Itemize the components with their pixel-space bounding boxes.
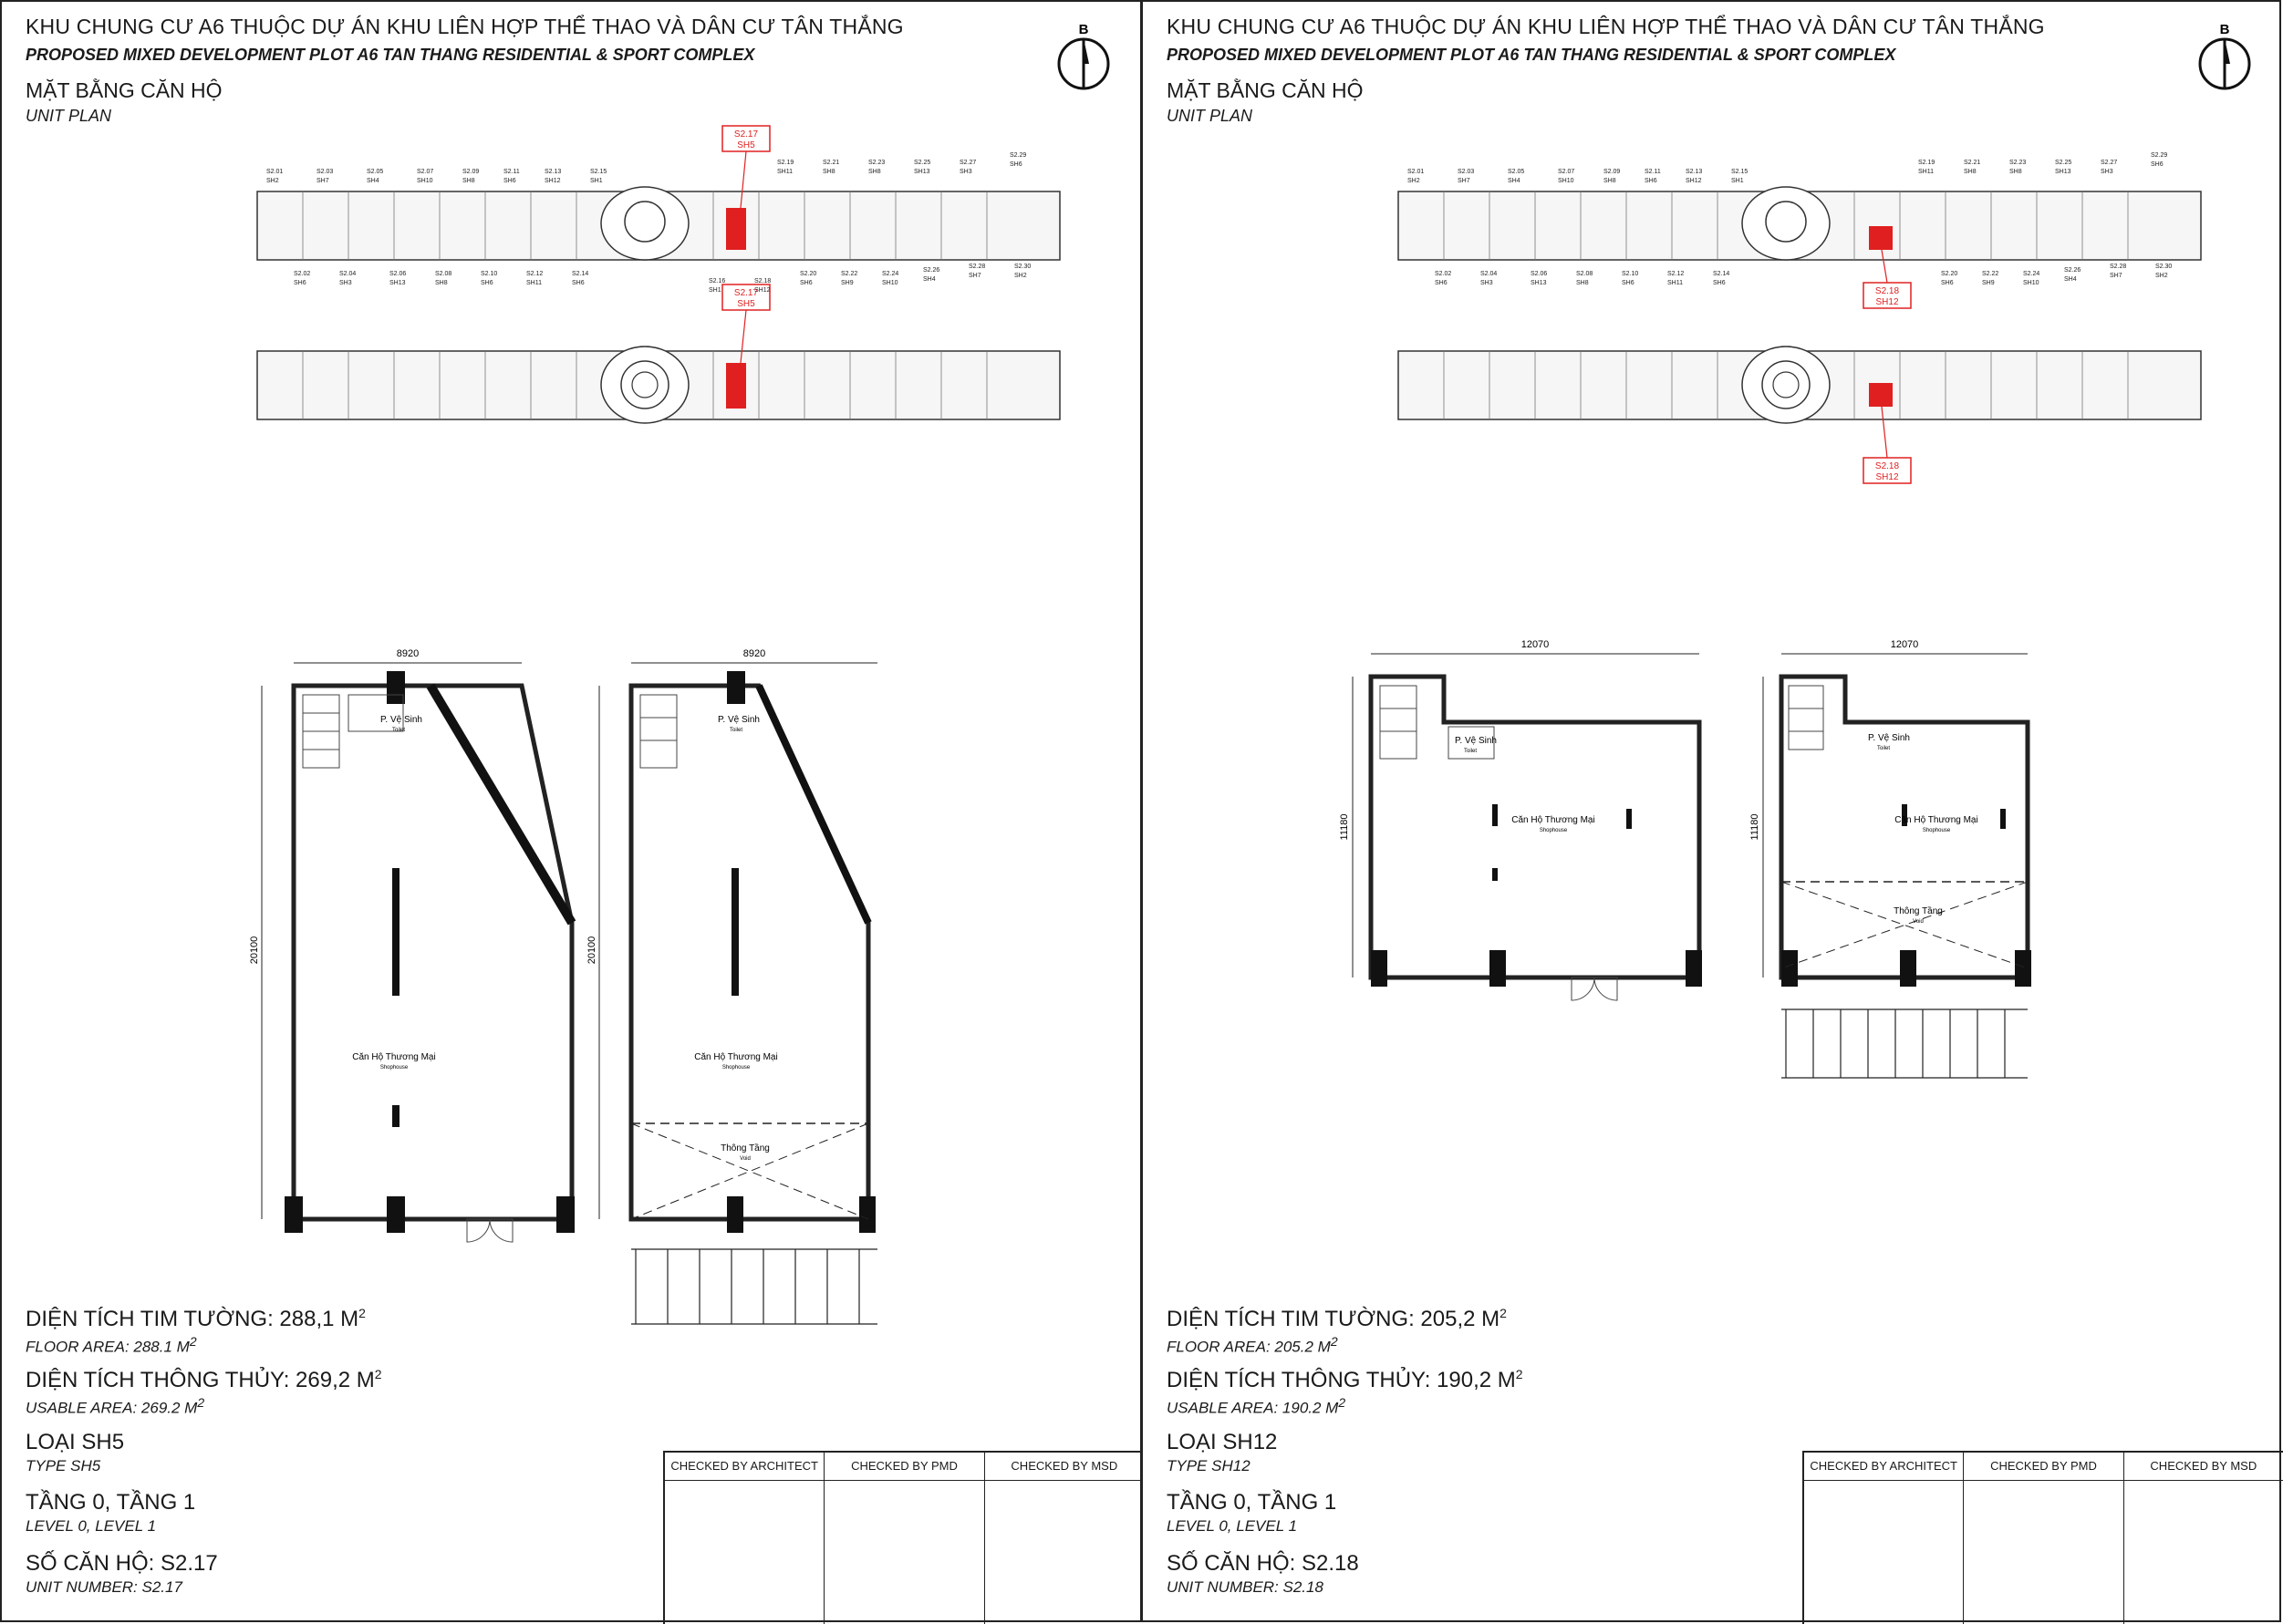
svg-text:S2.01: S2.01 [266, 169, 284, 175]
svg-text:SH2: SH2 [1407, 178, 1420, 184]
sheet-unit-s2-17 [0, 0, 1142, 1622]
svg-text:Toilet: Toilet [392, 728, 406, 733]
plan-heading-vn: MẶT BẰNG CĂN HỘ [26, 78, 223, 102]
svg-text:11180: 11180 [1749, 813, 1760, 841]
floor-area: DIỆN TÍCH TIM TƯỜNG: 288,1 $M^2$ FLOOR AREA: 288.1 $M^2$ [26, 1306, 366, 1356]
svg-text:S2.04: S2.04 [1480, 271, 1498, 277]
svg-text:SH6: SH6 [1435, 280, 1448, 286]
svg-text:SH9: SH9 [1982, 280, 1995, 286]
svg-text:SH8: SH8 [823, 169, 835, 175]
svg-text:B: B [1078, 22, 1089, 37]
svg-text:SH8: SH8 [868, 169, 881, 175]
svg-text:S2.26: S2.26 [923, 267, 940, 274]
svg-text:S2.30: S2.30 [2155, 264, 2173, 270]
svg-text:SH1: SH1 [709, 287, 721, 294]
svg-text:SH1: SH1 [590, 178, 603, 184]
north-arrow-icon [1056, 22, 1111, 91]
svg-text:S2.15: S2.15 [1731, 169, 1749, 175]
svg-text:S2.21: S2.21 [1964, 160, 1981, 166]
svg-text:S2.07: S2.07 [417, 169, 434, 175]
svg-text:SH11: SH11 [777, 169, 793, 175]
svg-text:SH13: SH13 [2055, 169, 2071, 175]
unit-number: SỐ CĂN HỘ: S2.17 UNIT NUMBER: S2.17 [26, 1551, 218, 1596]
svg-text:SH8: SH8 [1964, 169, 1977, 175]
svg-text:SH4: SH4 [367, 178, 379, 184]
svg-text:SH6: SH6 [294, 280, 306, 286]
svg-text:SH6: SH6 [1010, 161, 1022, 168]
svg-text:SH2: SH2 [2155, 273, 2168, 279]
svg-text:S2.08: S2.08 [1576, 271, 1593, 277]
unit-floor-plans [1339, 631, 2064, 1342]
svg-text:20100: 20100 [249, 936, 260, 965]
svg-text:SH10: SH10 [1558, 178, 1574, 184]
highlighted-unit-marker [726, 208, 746, 250]
key-plan-row-2 [1398, 347, 2201, 483]
svg-text:S2.25: S2.25 [914, 160, 931, 166]
svg-text:8920: 8920 [396, 648, 420, 659]
svg-text:SH3: SH3 [2101, 169, 2113, 175]
svg-text:Shophouse: Shophouse [379, 1065, 409, 1071]
svg-text:SH10: SH10 [882, 280, 898, 286]
project-title-en: PROPOSED MIXED DEVELOPMENT PLOT A6 TAN THANG RESIDENTIAL & SPORT COMPLEX [26, 46, 755, 64]
key-plan-row-1 [1398, 187, 2201, 308]
svg-text:S2.21: S2.21 [823, 160, 840, 166]
svg-text:Căn Hộ Thương Mại: Căn Hộ Thương Mại [352, 1052, 436, 1062]
svg-text:S2.30: S2.30 [1014, 264, 1032, 270]
svg-text:SH7: SH7 [969, 273, 981, 279]
svg-text:SH5: SH5 [737, 299, 755, 309]
svg-text:S2.10: S2.10 [1622, 271, 1639, 277]
svg-text:SH6: SH6 [481, 280, 493, 286]
svg-text:Void: Void [1913, 919, 1924, 925]
svg-text:S2.01: S2.01 [1407, 169, 1425, 175]
svg-text:S2.19: S2.19 [1918, 160, 1935, 166]
svg-text:SH1: SH1 [1731, 178, 1744, 184]
svg-text:SH6: SH6 [503, 178, 516, 184]
svg-text:SH11: SH11 [526, 280, 542, 286]
svg-text:S2.03: S2.03 [317, 169, 334, 175]
svg-text:SH12: SH12 [1875, 472, 1899, 482]
svg-text:S2.02: S2.02 [1435, 271, 1452, 277]
svg-text:SH13: SH13 [389, 280, 406, 286]
svg-text:S2.13: S2.13 [545, 169, 562, 175]
svg-text:Thông Tầng: Thông Tầng [721, 1143, 770, 1153]
level-0-plan [249, 648, 575, 1242]
svg-text:Shophouse: Shophouse [1539, 828, 1568, 833]
svg-text:SH5: SH5 [737, 140, 755, 150]
unit-type: LOẠI SH12 TYPE SH12 [1167, 1430, 1278, 1474]
svg-text:S2.02: S2.02 [294, 271, 311, 277]
unit-levels: TẦNG 0, TẦNG 1 LEVEL 0, LEVEL 1 [26, 1490, 196, 1535]
svg-text:S2.23: S2.23 [868, 160, 886, 166]
svg-text:Shophouse: Shophouse [721, 1065, 751, 1071]
svg-text:S2.29: S2.29 [2151, 152, 2168, 159]
svg-text:Toilet: Toilet [1877, 746, 1891, 751]
key-plan-row-1 [257, 126, 1060, 260]
plan-heading-en: UNIT PLAN [1167, 107, 1253, 125]
key-plan-row-2 [257, 284, 1060, 423]
svg-text:SH7: SH7 [317, 178, 329, 184]
approval-table [663, 1451, 1144, 1624]
svg-text:20100: 20100 [586, 936, 597, 965]
project-title-en: PROPOSED MIXED DEVELOPMENT PLOT A6 TAN THANG RESIDENTIAL & SPORT COMPLEX [1167, 46, 1896, 64]
svg-text:S2.11: S2.11 [1645, 169, 1661, 175]
svg-text:SH13: SH13 [914, 169, 930, 175]
svg-text:11180: 11180 [1339, 813, 1350, 841]
svg-text:S2.03: S2.03 [1458, 169, 1475, 175]
svg-text:S2.14: S2.14 [572, 271, 589, 277]
level-0-plan [1339, 639, 1702, 1000]
svg-text:S2.16: S2.16 [709, 278, 726, 284]
svg-text:S2.17: S2.17 [733, 288, 759, 298]
svg-text:S2.20: S2.20 [800, 271, 817, 277]
svg-text:P. Vệ Sinh: P. Vệ Sinh [1455, 736, 1497, 746]
north-arrow-icon [2197, 22, 2252, 91]
svg-text:S2.26: S2.26 [2064, 267, 2081, 274]
svg-text:SH8: SH8 [1603, 178, 1616, 184]
svg-text:SH6: SH6 [800, 280, 813, 286]
checked-by-pmd: CHECKED BY PMD [1964, 1453, 2122, 1481]
svg-text:S2.14: S2.14 [1713, 271, 1730, 277]
svg-text:S2.06: S2.06 [1531, 271, 1548, 277]
svg-text:Căn Hộ Thương Mại: Căn Hộ Thương Mại [1894, 815, 1978, 825]
checked-by-msd: CHECKED BY MSD [985, 1453, 1144, 1481]
svg-text:S2.24: S2.24 [2023, 271, 2040, 277]
svg-text:P. Vệ Sinh: P. Vệ Sinh [380, 715, 422, 725]
svg-text:SH8: SH8 [1576, 280, 1589, 286]
svg-text:SH11: SH11 [1667, 280, 1683, 286]
svg-text:S2.23: S2.23 [2009, 160, 2027, 166]
checked-by-architect: CHECKED BY ARCHITECT [665, 1453, 824, 1481]
svg-text:Void: Void [740, 1156, 751, 1162]
svg-text:S2.06: S2.06 [389, 271, 407, 277]
svg-text:Căn Hộ Thương Mại: Căn Hộ Thương Mại [694, 1052, 778, 1062]
svg-text:S2.22: S2.22 [1982, 271, 1999, 277]
svg-text:SH7: SH7 [2110, 273, 2122, 279]
svg-text:Toilet: Toilet [1464, 749, 1478, 754]
level-1-plan [1749, 639, 2031, 1078]
checked-by-architect: CHECKED BY ARCHITECT [1804, 1453, 1963, 1481]
svg-text:S2.19: S2.19 [777, 160, 794, 166]
svg-text:S2.10: S2.10 [481, 271, 498, 277]
svg-text:S2.20: S2.20 [1941, 271, 1958, 277]
svg-text:Toilet: Toilet [730, 728, 743, 733]
svg-text:S2.18: S2.18 [1874, 286, 1900, 296]
svg-text:S2.13: S2.13 [1686, 169, 1703, 175]
svg-text:SH7: SH7 [1458, 178, 1470, 184]
svg-text:SH3: SH3 [960, 169, 972, 175]
svg-text:S2.18: S2.18 [1874, 461, 1900, 471]
usable-area: DIỆN TÍCH THÔNG THỦY: 269,2 $M^2$ USABLE AREA: 269.2 $M^2$ [26, 1367, 382, 1417]
svg-text:SH12: SH12 [1686, 178, 1702, 184]
svg-text:S2.11: S2.11 [503, 169, 520, 175]
svg-text:S2.24: S2.24 [882, 271, 899, 277]
svg-text:SH13: SH13 [1531, 280, 1547, 286]
key-plan [1389, 119, 2210, 492]
project-title-vn: KHU CHUNG CƯ A6 THUỘC DỰ ÁN KHU LIÊN HỢP THỂ THAO VÀ DÂN CƯ TÂN THẮNG [26, 15, 904, 38]
unit-levels: TẦNG 0, TẦNG 1 LEVEL 0, LEVEL 1 [1167, 1490, 1337, 1535]
svg-text:S2.05: S2.05 [367, 169, 384, 175]
svg-text:S2.29: S2.29 [1010, 152, 1027, 159]
svg-text:Shophouse: Shophouse [1922, 828, 1951, 833]
svg-text:S2.09: S2.09 [1603, 169, 1621, 175]
unit-type: LOẠI SH5 TYPE SH5 [26, 1430, 125, 1474]
svg-text:Thông Tầng: Thông Tầng [1894, 906, 1943, 916]
checked-by-msd: CHECKED BY MSD [2124, 1453, 2283, 1481]
floor-area: DIỆN TÍCH TIM TƯỜNG: 205,2 $M^2$ FLOOR AREA: 205.2 $M^2$ [1167, 1306, 1507, 1356]
svg-text:SH4: SH4 [923, 276, 936, 283]
svg-text:SH6: SH6 [1622, 280, 1634, 286]
svg-text:SH11: SH11 [1918, 169, 1934, 175]
svg-text:SH8: SH8 [435, 280, 448, 286]
svg-text:S2.15: S2.15 [590, 169, 607, 175]
svg-text:S2.22: S2.22 [841, 271, 858, 277]
usable-area: DIỆN TÍCH THÔNG THỦY: 190,2 $M^2$ USABLE AREA: 190.2 $M^2$ [1167, 1367, 1523, 1417]
svg-text:Căn Hộ Thương Mại: Căn Hộ Thương Mại [1511, 815, 1595, 825]
svg-text:12070: 12070 [1890, 639, 1919, 650]
svg-text:S2.12: S2.12 [1667, 271, 1685, 277]
svg-text:P. Vệ Sinh: P. Vệ Sinh [718, 715, 760, 725]
svg-text:P. Vệ Sinh: P. Vệ Sinh [1868, 733, 1910, 743]
svg-text:SH4: SH4 [1508, 178, 1520, 184]
svg-text:SH6: SH6 [1645, 178, 1657, 184]
unit-floor-plans [230, 631, 923, 1342]
svg-text:S2.09: S2.09 [462, 169, 480, 175]
svg-text:SH6: SH6 [2151, 161, 2164, 168]
approval-table [1802, 1451, 2283, 1624]
svg-text:12070: 12070 [1520, 639, 1550, 650]
svg-text:SH6: SH6 [1713, 280, 1726, 286]
sheet-unit-s2-18 [1141, 0, 2281, 1622]
svg-text:SH8: SH8 [462, 178, 475, 184]
svg-text:S2.04: S2.04 [339, 271, 357, 277]
svg-text:SH3: SH3 [1480, 280, 1493, 286]
svg-text:S2.18: S2.18 [754, 278, 772, 284]
svg-text:SH8: SH8 [2009, 169, 2022, 175]
svg-text:SH12: SH12 [754, 287, 771, 294]
svg-text:S2.08: S2.08 [435, 271, 452, 277]
project-title-vn: KHU CHUNG CƯ A6 THUỘC DỰ ÁN KHU LIÊN HỢP THỂ THAO VÀ DÂN CƯ TÂN THẮNG [1167, 15, 2045, 38]
level-1-plan [586, 648, 877, 1324]
svg-text:S2.28: S2.28 [969, 264, 986, 270]
plan-heading-vn: MẶT BẰNG CĂN HỘ [1167, 78, 1364, 102]
svg-text:S2.28: S2.28 [2110, 264, 2127, 270]
svg-text:SH2: SH2 [1014, 273, 1027, 279]
highlighted-unit-marker [1869, 226, 1893, 250]
svg-text:SH10: SH10 [417, 178, 433, 184]
svg-text:B: B [2219, 22, 2230, 37]
svg-text:S2.25: S2.25 [2055, 160, 2072, 166]
svg-text:S2.17: S2.17 [733, 129, 759, 140]
svg-text:SH12: SH12 [1875, 297, 1899, 307]
checked-by-pmd: CHECKED BY PMD [825, 1453, 983, 1481]
svg-text:S2.27: S2.27 [960, 160, 977, 166]
svg-text:S2.12: S2.12 [526, 271, 544, 277]
svg-text:8920: 8920 [742, 648, 766, 659]
svg-text:SH10: SH10 [2023, 280, 2039, 286]
unit-number: SỐ CĂN HỘ: S2.18 UNIT NUMBER: S2.18 [1167, 1551, 1359, 1596]
svg-text:S2.27: S2.27 [2101, 160, 2118, 166]
svg-text:SH4: SH4 [2064, 276, 2077, 283]
svg-text:SH2: SH2 [266, 178, 279, 184]
svg-text:SH6: SH6 [1941, 280, 1954, 286]
svg-text:S2.07: S2.07 [1558, 169, 1575, 175]
svg-text:SH12: SH12 [545, 178, 561, 184]
plan-heading-en: UNIT PLAN [26, 107, 112, 125]
svg-text:S2.05: S2.05 [1508, 169, 1525, 175]
svg-text:SH6: SH6 [572, 280, 585, 286]
svg-text:SH9: SH9 [841, 280, 854, 286]
key-plan [248, 119, 1069, 492]
svg-text:SH3: SH3 [339, 280, 352, 286]
